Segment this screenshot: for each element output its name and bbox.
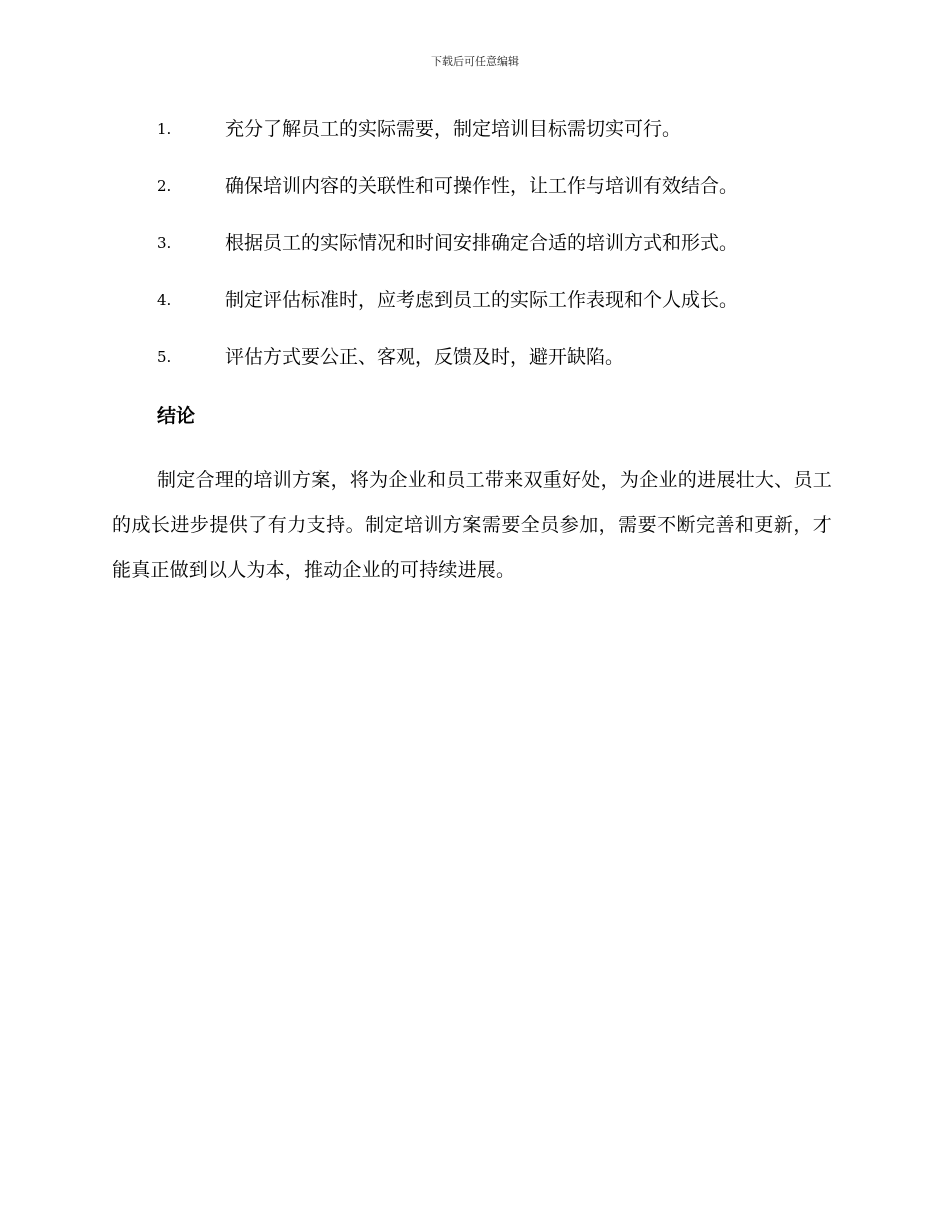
list-item — [157, 343, 857, 400]
list-item — [157, 286, 857, 343]
list-item-number: 5. — [157, 348, 172, 366]
list-item-text: 确保培训内容的关联性和可操作性，让工作与培训有效结合。 — [225, 175, 739, 197]
list-item-text: 制定评估标准时，应考虑到员工的实际工作表现和个人成长。 — [225, 289, 739, 311]
list-item — [157, 172, 857, 229]
conclusion-paragraph: 制定合理的培训方案，将为企业和员工带来双重好处，为企业的进展壮大、员工的成长进步提供了有力支持。制定培训方案需要全员参加，需要不断完善和更新，才能真正做到以人为本，推动企业的可持续进展。 — [112, 469, 832, 581]
list-item-number: 1. — [157, 120, 172, 138]
list-item — [157, 229, 857, 286]
list-item-number: 3. — [157, 234, 172, 252]
section-heading-conclusion: 结论 — [157, 405, 196, 427]
page-header-note: 下载后可任意编辑 — [431, 55, 519, 68]
list-item-text: 根据员工的实际情况和时间安排确定合适的培训方式和形式。 — [225, 232, 739, 254]
list-item-text: 充分了解员工的实际需要，制定培训目标需切实可行。 — [225, 118, 682, 140]
list-item — [157, 115, 857, 172]
list-item-number: 4. — [157, 291, 172, 309]
list-item-number: 2. — [157, 177, 172, 195]
list-item-text: 评估方式要公正、客观，反馈及时，避开缺陷。 — [225, 346, 625, 368]
numbered-list — [157, 115, 857, 400]
